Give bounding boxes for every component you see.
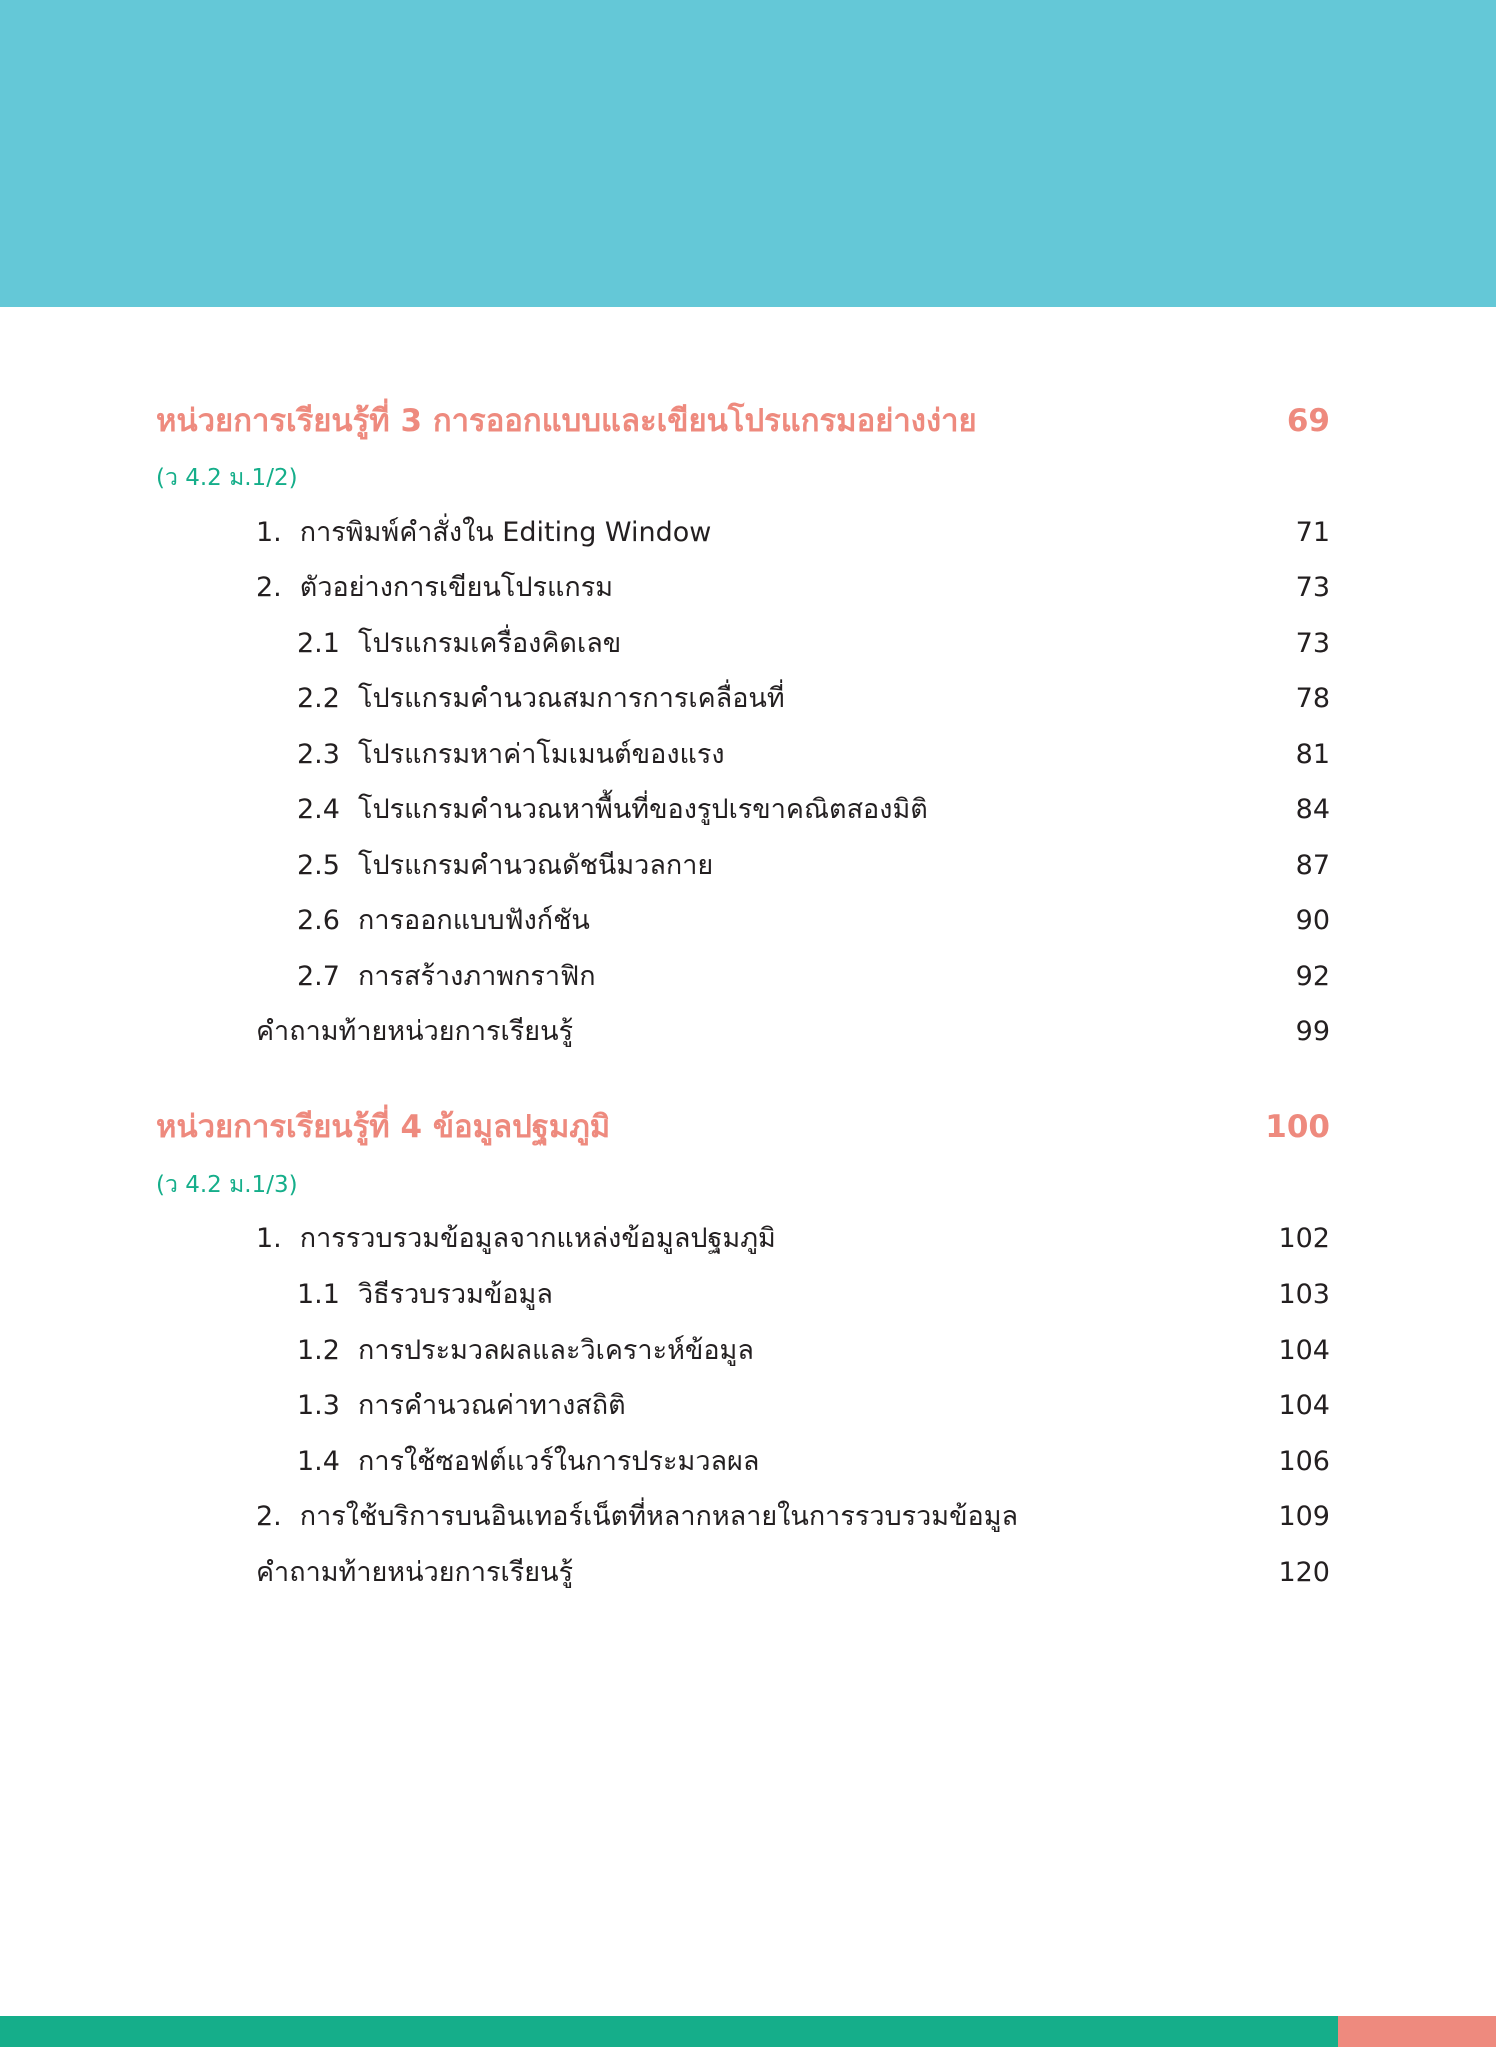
- toc-entry-page: 78: [1295, 683, 1330, 714]
- toc-entry-number: 2.3: [297, 739, 340, 770]
- toc-entry-page: 120: [1278, 1557, 1330, 1588]
- bottom-accent-band: [1338, 2016, 1496, 2047]
- toc-entry-page: 104: [1278, 1335, 1330, 1366]
- toc-entry: [297, 737, 725, 773]
- toc-entry-number: 1.2: [297, 1335, 340, 1366]
- toc-entry: [297, 792, 928, 828]
- toc-entry: [256, 515, 711, 551]
- toc-entry-number: 2.1: [297, 628, 340, 659]
- unit-4-page: 100: [1265, 1109, 1330, 1145]
- toc-entry-number: 2.5: [297, 850, 340, 881]
- top-color-band: [0, 0, 1496, 307]
- toc-entry-label: โปรแกรมเครื่องคิดเลข: [357, 628, 622, 659]
- toc-entry-number: 2.: [256, 572, 282, 603]
- unit-3-page: 69: [1286, 403, 1330, 439]
- toc-entry-label: การใช้บริการบนอินเทอร์เน็ตที่หลากหลายในการรวบรวมข้อมูล: [299, 1501, 1019, 1532]
- toc-entry-number: 1.1: [297, 1279, 340, 1310]
- unit-3-standard: (ว 4.2 ม.1/2): [156, 465, 298, 491]
- toc-entry-page: 99: [1295, 1016, 1330, 1047]
- toc-entry-label: การสร้างภาพกราฟิก: [357, 961, 596, 992]
- toc-entry-label: การคำนวณค่าทางสถิติ: [357, 1390, 626, 1421]
- toc-entry-page: 103: [1278, 1279, 1330, 1310]
- toc-entry-page: 73: [1295, 628, 1330, 659]
- toc-entry-number: 2.: [256, 1501, 282, 1532]
- toc-entry-label: โปรแกรมคำนวณหาพื้นที่ของรูปเรขาคณิตสองมิติ: [357, 794, 928, 825]
- toc-entry-page: 104: [1278, 1390, 1330, 1421]
- toc-entry-label: คำถามท้ายหน่วยการเรียนรู้: [256, 1557, 574, 1588]
- toc-entry: [256, 570, 613, 606]
- toc-entry: [297, 848, 713, 884]
- toc-entry-number: 1.4: [297, 1446, 340, 1477]
- toc-entry-number: 1.: [256, 1223, 282, 1254]
- toc-entry: [297, 681, 785, 717]
- toc-entry-label: ตัวอย่างการเขียนโปรแกรม: [299, 572, 614, 603]
- toc-entry-page: 90: [1295, 905, 1330, 936]
- toc-entry-page: 92: [1295, 961, 1330, 992]
- toc-entry: [297, 1388, 626, 1424]
- toc-entry-page: 73: [1295, 572, 1330, 603]
- toc-entry-label: โปรแกรมคำนวณสมการการเคลื่อนที่: [357, 683, 785, 714]
- toc-entry: [297, 1444, 759, 1480]
- toc-entry: [297, 903, 590, 939]
- toc-entry: [297, 1277, 553, 1313]
- unit-4-title: หน่วยการเรียนรู้ที่ 4 ข้อมูลปฐมภูมิ: [156, 1109, 611, 1145]
- toc-entry-number: 2.4: [297, 794, 340, 825]
- unit-3-title: หน่วยการเรียนรู้ที่ 3 การออกแบบและเขียนโปรแกรมอย่างง่าย: [156, 403, 977, 439]
- toc-entry-page: 109: [1278, 1501, 1330, 1532]
- toc-entry-page: 81: [1295, 739, 1330, 770]
- bottom-color-band: [0, 2016, 1338, 2047]
- toc-entry-page: 102: [1278, 1223, 1330, 1254]
- toc-entry: [256, 1555, 573, 1591]
- toc-entry-number: 1.3: [297, 1390, 340, 1421]
- toc-entry: [297, 959, 596, 995]
- toc-entry: [297, 626, 621, 662]
- toc-entry: [297, 1333, 754, 1369]
- toc-entry-number: 2.6: [297, 905, 340, 936]
- toc-entry-label: โปรแกรมหาค่าโมเมนต์ของแรง: [357, 739, 725, 770]
- toc-entry-page: 84: [1295, 794, 1330, 825]
- toc-entry-page: 87: [1295, 850, 1330, 881]
- toc-entry-page: 71: [1295, 517, 1330, 548]
- unit-4-standard: (ว 4.2 ม.1/3): [156, 1172, 298, 1198]
- toc-entry-label: การประมวลผลและวิเคราะห์ข้อมูล: [357, 1335, 754, 1366]
- toc-entry-number: 2.7: [297, 961, 340, 992]
- toc-entry-label: โปรแกรมคำนวณดัชนีมวลกาย: [357, 850, 714, 881]
- toc-entry-label: วิธีรวบรวมข้อมูล: [357, 1279, 553, 1310]
- toc-entry-label: การพิมพ์คำสั่งใน Editing Window: [299, 517, 712, 548]
- toc-entry: [256, 1014, 573, 1050]
- toc-entry-label: การออกแบบฟังก์ชัน: [357, 905, 590, 936]
- toc-entry: [256, 1499, 1018, 1535]
- toc-entry-label: การรวบรวมข้อมูลจากแหล่งข้อมูลปฐมภูมิ: [299, 1223, 776, 1254]
- toc-entry-label: การใช้ซอฟต์แวร์ในการประมวลผล: [357, 1446, 760, 1477]
- toc-entry: [256, 1221, 776, 1257]
- toc-entry-label: คำถามท้ายหน่วยการเรียนรู้: [256, 1016, 574, 1047]
- toc-entry-page: 106: [1278, 1446, 1330, 1477]
- toc-entry-number: 1.: [256, 517, 282, 548]
- toc-entry-number: 2.2: [297, 683, 340, 714]
